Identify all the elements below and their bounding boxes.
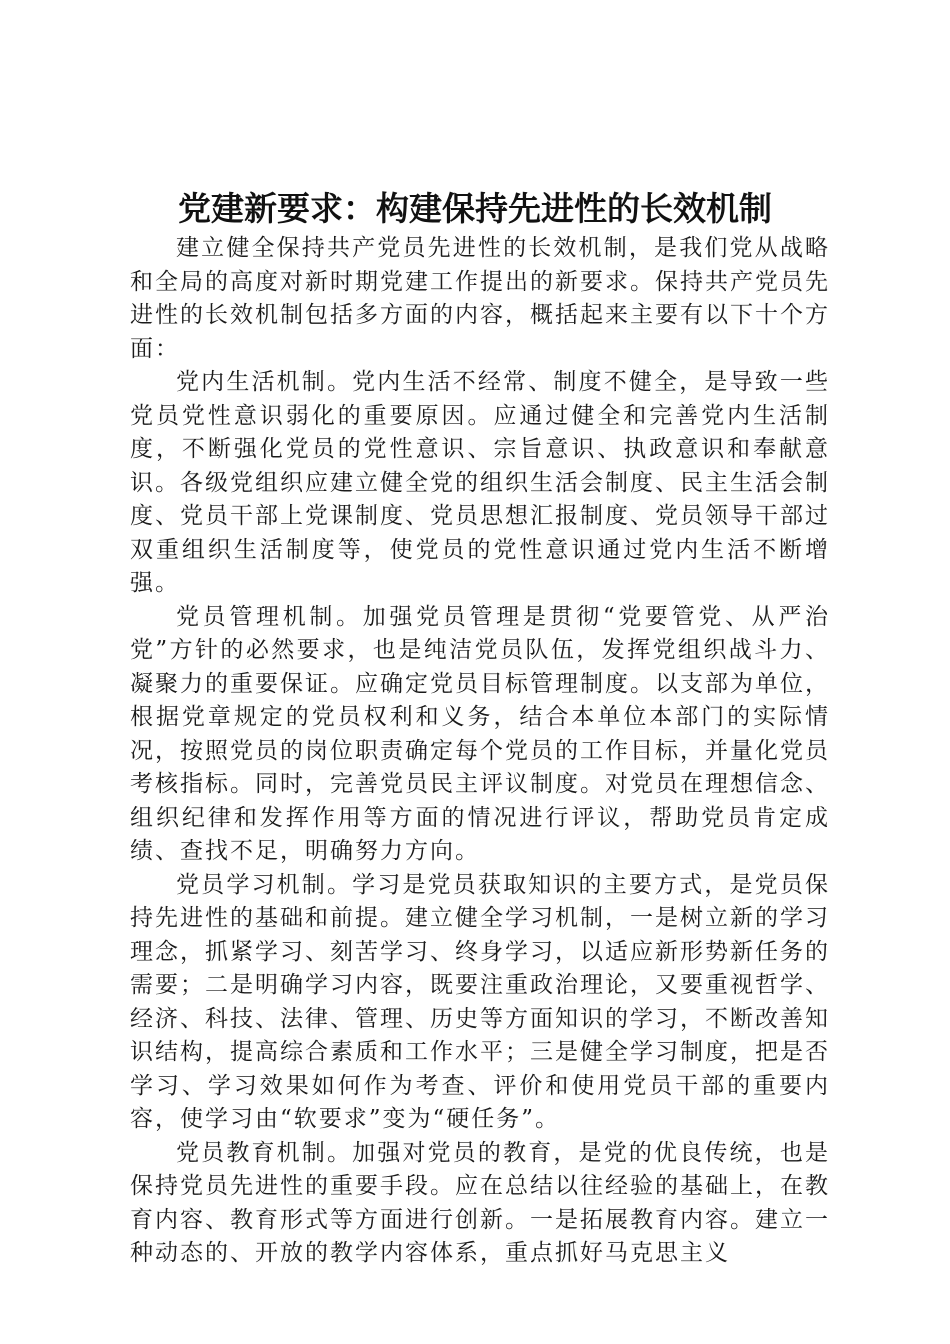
paragraph-party-life: 党内生活机制。党内生活不经常、制度不健全，是导致一些党员党性意识弱化的重要原因。应通过健全和完善党内生活制度，不断强化党员的党性意识、宗旨意识、执政意识和奉献意识。各级党组织应建立健全党的组织生活会制度、民主生活会制度、党员干部上党课制度、党员思想汇报制度、党员领导干部过双重组织生活制度等，使党员的党性意识通过党内生活不断增强。 [130,369,830,596]
paragraph-intro: 建立健全保持共产党员先进性的长效机制，是我们党从战略和全局的高度对新时期党建工作提出的新要求。保持共产党员先进性的长效机制包括多方面的内容，概括起来主要有以下十个方面： [130,235,830,362]
paragraph-member-learning: 党员学习机制。学习是党员获取知识的主要方式，是党员保持先进性的基础和前提。建立健全学习机制，一是树立新的学习理念，抓紧学习、刻苦学习、终身学习，以适应新形势新任务的需要；二是明确学习内容，既要注重政治理论，又要重视哲学、经济、科技、法律、管理、历史等方面知识的学习，不断改善知识结构，提高综合素质和工作水平；三是健全学习制度，把是否学习、学习效果如何作为考查、评价和使用党员干部的重要内容，使学习由“软要求”变为“硬任务”。 [130,871,830,1132]
document-body [130,232,830,1271]
paragraph-member-education: 党员教育机制。加强对党员的教育，是党的优良传统，也是保持党员先进性的重要手段。应在总结以往经验的基础上，在教育内容、教育形式等方面进行创新。一是拓展教育内容。建立一种动态的、开放的教学内容体系，重点抓好马克思主义 [130,1139,830,1266]
document-title: 党建新要求：构建保持先进性的长效机制 [178,189,772,228]
paragraph-member-management: 党员管理机制。加强党员管理是贯彻“党要管党、从严治党”方针的必然要求，也是纯洁党员队伍，发挥党组织战斗力、凝聚力的重要保证。应确定党员目标管理制度。以支部为单位，根据党章规定的党员权利和义务，结合本单位本部门的实际情况，按照党员的岗位职责确定每个党员的工作目标，并量化党员考核指标。同时，完善党员民主评议制度。对党员在理想信念、组织纪律和发挥作用等方面的情况进行评议，帮助党员肯定成绩、查找不足，明确努力方向。 [130,603,830,864]
